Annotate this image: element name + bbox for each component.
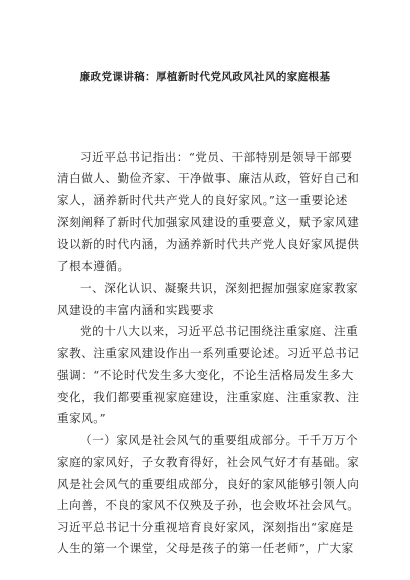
body-line: 家教、注重家风建设作出一系列重要论述。习近平总书记 — [57, 346, 360, 360]
subsection-heading: （一）家风是社会风气的重要组成部分。千千万万个 — [80, 433, 359, 447]
body-line: 习近平总书记指出：“党员、干部特别是领导干部要 — [80, 150, 353, 164]
body-line: 习近平总书记十分重视培育良好家风，深刻指出“家庭是 — [57, 520, 354, 534]
body-line: 党的十八大以来，习近平总书记围绕注重家庭、注重 — [80, 324, 359, 338]
body-line: 了根本遵循。 — [57, 259, 130, 273]
body-line: 强调：“不论时代发生多大变化，不论生活格局发生多大 — [57, 368, 354, 382]
section-heading: 一、深化认识、凝聚共识，深刻把握加强家庭家教家 — [80, 281, 359, 295]
body-line: 风是社会风气的重要组成部分，良好的家风能够引领人向 — [57, 477, 360, 491]
body-line: 清白做人、勤俭齐家、干净做事、廉洁从政，管好自己和 — [57, 171, 360, 185]
document-title: 廉政党课讲稿：厚植新时代党风政风社风的家庭根基 — [79, 71, 331, 83]
body-line: 深刻阐释了新时代加强家风建设的重要意义，赋予家风建 — [57, 215, 360, 229]
body-line: 上向善，不良的家风不仅殃及子孙，也会败坏社会风气。 — [57, 498, 360, 512]
body-line: 变化，我们都要重视家庭建设，注重家庭、注重家教、注 — [57, 390, 360, 404]
body-line: 设以新的时代内涵，为涵养新时代共产党人良好家风提供 — [57, 237, 360, 251]
body-line: 家人，涵养新时代共产党人的良好家风。”这一重要论述 — [57, 193, 348, 207]
body-line: 家庭的家风好，子女教育得好，社会风气好才有基础。家 — [57, 455, 360, 469]
body-line: 重家风。” — [57, 411, 107, 425]
section-heading: 风建设的丰富内涵和实践要求 — [57, 303, 215, 317]
body-line: 人生的第一个课堂，父母是孩子的第一任老师”，广大家 — [57, 541, 354, 555]
